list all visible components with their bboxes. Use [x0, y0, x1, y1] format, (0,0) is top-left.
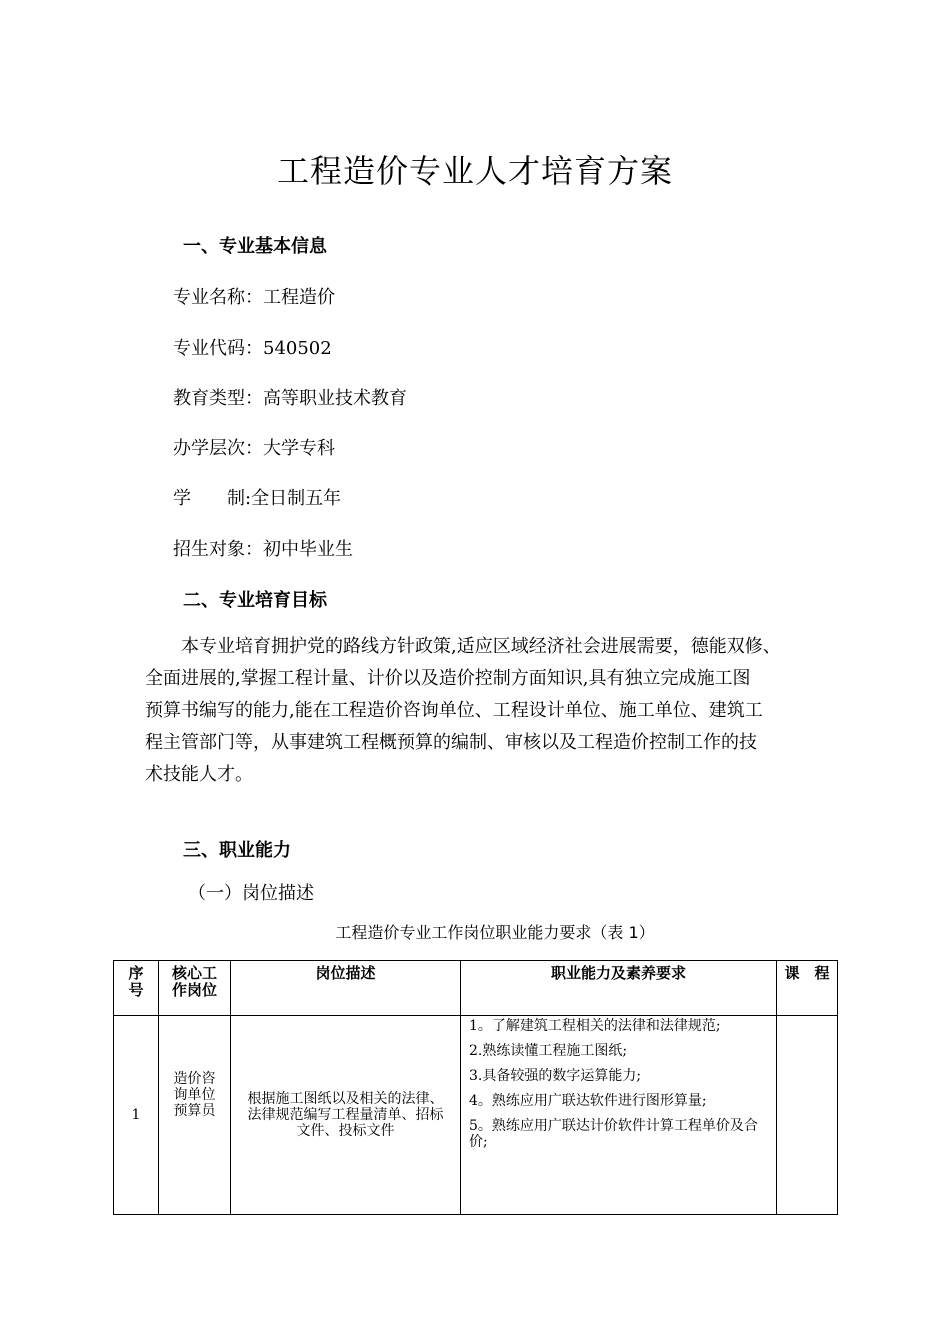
header-core-post: 核心工作岗位	[159, 961, 231, 1016]
paragraph-line: 全面进展的,掌握工程计量、计价以及造价控制方面知识,具有独立完成施工图	[145, 668, 751, 689]
section-heading-basic-info: 一、专业基本信息	[183, 236, 327, 257]
cell-course	[777, 1016, 838, 1215]
info-duration: 学 制:全日制五年	[173, 488, 342, 509]
section-heading-training-goal: 二、专业培育目标	[183, 590, 327, 611]
table-caption: 工程造价专业工作岗位职业能力要求（表 1）	[335, 923, 655, 942]
section-heading-vocational-ability: 三、职业能力	[183, 840, 291, 861]
paragraph-line: 预算书编写的能力,能在工程造价咨询单位、工程设计单位、施工单位、建筑工	[145, 700, 763, 721]
header-course: 课 程	[777, 961, 838, 1016]
table-header-row	[114, 961, 838, 1016]
info-major-code: 专业代码：540502	[173, 338, 332, 359]
ability-requirements-table	[113, 960, 838, 1215]
document-title: 工程造价专业人才培育方案	[276, 152, 673, 190]
subsection-heading-post-description: （一）岗位描述	[188, 883, 314, 904]
cell-post-description: 根据施工图纸以及相关的法律、法律规范编写工程量清单、招标文件、投标文件	[231, 1016, 461, 1215]
training-goal-paragraph	[145, 631, 825, 791]
paragraph-line: 程主管部门等，从事建筑工程概预算的编制、审核以及工程造价控制工作的技	[145, 732, 757, 753]
header-post-description: 岗位描述	[231, 961, 461, 1016]
requirement-item: 3.具备较强的数字运算能力;	[469, 1068, 642, 1084]
cell-serial-no: 1	[114, 1016, 159, 1215]
info-enrollment-target: 招生对象：初中毕业生	[173, 539, 353, 560]
table-row	[114, 1016, 838, 1215]
requirement-item: 4。熟练应用广联达软件进行图形算量;	[469, 1093, 707, 1109]
paragraph-line: 本专业培育拥护党的路线方针政策,适应区域经济社会进展需要，德能双修、	[145, 636, 781, 657]
requirement-item: 5。熟练应用广联达计价软件计算工程单价及合价;	[469, 1118, 758, 1150]
header-ability-requirements: 职业能力及素养要求	[461, 961, 777, 1016]
cell-ability-requirements	[461, 1016, 777, 1215]
info-education-type: 教育类型：高等职业技术教育	[173, 388, 407, 409]
requirement-item: 1。了解建筑工程相关的法律和法律规范;	[469, 1018, 721, 1034]
info-major-name: 专业名称：工程造价	[173, 287, 335, 308]
info-school-level: 办学层次：大学专科	[173, 438, 335, 459]
cell-core-post: 造价咨询单位预算员	[159, 1016, 231, 1215]
paragraph-line: 术技能人才。	[145, 764, 253, 785]
requirement-item: 2.熟练读懂工程施工图纸;	[469, 1043, 628, 1059]
header-serial-no: 序号	[114, 961, 159, 1016]
